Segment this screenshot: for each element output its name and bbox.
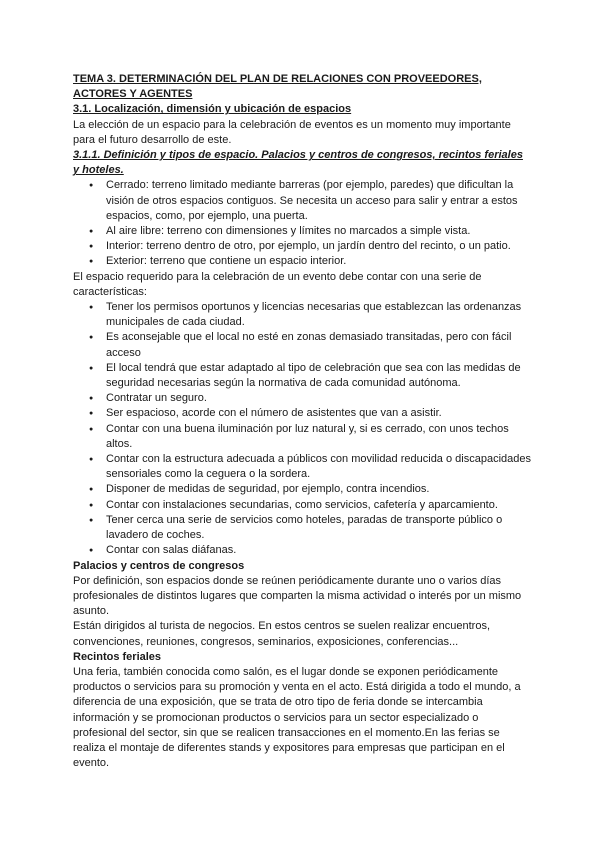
list-item: ● Contratar un seguro. — [73, 391, 531, 406]
recintos-heading: Recintos feriales — [73, 650, 162, 663]
recintos-paragraph: Una feria, también conocida como salón, es el lugar donde se exponen periódicamente productos o servicios para su promoción y venta en el acto. Está dirigida a todo el mundo, a diferencia de una exposición, que se trata de otro tipo de feria donde se intercambia información y se promocionan productos o servicios para un sector especializado o profesional del sector, sin que se realicen transacciones en el momento.En las ferias se realiza el montaje de diferentes stands y expositores para empresas que participan en el evento. — [73, 665, 521, 770]
section-heading-3-1-1: 3.1.1. Definición y tipos de espacio. Palacios y centros de congresos, recintos feriales y hoteles. — [73, 149, 523, 177]
list-item: ● Contar con la estructura adecuada a públicos con movilidad reducida o discapacidades sensoriales como la ceguera o la sordera. — [73, 452, 531, 482]
palacios-paragraph-1: Por definición, son espacios donde se reúnen periódicamente durante uno o varios días profesionales de distintos lugares que comparten la misma actividad o interés por un mismo asunto. — [73, 574, 522, 618]
list-item: ● Es aconsejable que el local no esté en zonas demasiado transitadas, pero con fácil acceso — [73, 330, 531, 360]
section-intro-paragraph: La elección de un espacio para la celebración de eventos es un momento muy importante para el futuro desarrollo de este. — [73, 118, 511, 146]
list-item: ● Cerrado: terreno limitado mediante barreras (por ejemplo, paredes) que dificultan la visión de otros espacios contiguos. Se necesita un acceso para salir y entrar a estos espacios, como, por ejemplo, una puerta. — [73, 178, 531, 224]
palacios-heading: Palacios y centros de congresos — [73, 559, 245, 572]
list-item: ● Tener cerca una serie de servicios como hoteles, paradas de transporte público o lavadero de coches. — [73, 513, 531, 543]
list-item: ● Contar con salas diáfanas. — [73, 543, 531, 558]
document-title: TEMA 3. DETERMINACIÓN DEL PLAN DE RELACIONES CON PROVEEDORES, ACTORES Y AGENTES — [73, 73, 482, 101]
list-item: ● Exterior: terreno que contiene un espacio interior. — [73, 254, 531, 269]
section-heading-3-1: 3.1. Localización, dimensión y ubicación de espacios — [73, 103, 352, 116]
requirements-list — [73, 300, 531, 558]
list-item: ● Contar con una buena iluminación por luz natural y, si es cerrado, con unos techos altos. — [73, 422, 531, 452]
palacios-paragraph-2: Están dirigidos al turista de negocios. En estos centros se suelen realizar encuentros, convenciones, reuniones, congresos, seminarios, exposiciones, conferencias... — [73, 620, 491, 648]
list-item: ● El local tendrá que estar adaptado al tipo de celebración que sea con las medidas de seguridad necesarias según la normativa de cada comunidad autónoma. — [73, 361, 531, 391]
list-item: ● Ser espacioso, acorde con el número de asistentes que van a asistir. — [73, 406, 531, 421]
requirements-intro-paragraph: El espacio requerido para la celebración de un evento debe contar con una serie de características: — [73, 270, 482, 298]
document-page — [73, 72, 531, 771]
list-item: ● Al aire libre: terreno con dimensiones y límites no marcados a simple vista. — [73, 224, 531, 239]
list-item: ● Contar con instalaciones secundarias, como servicios, cafetería y aparcamiento. — [73, 498, 531, 513]
list-item: ● Interior: terreno dentro de otro, por ejemplo, un jardín dentro del recinto, o un patio. — [73, 239, 531, 254]
space-types-list — [73, 178, 531, 269]
list-item: ● Tener los permisos oportunos y licencias necesarias que establezcan las ordenanzas municipales de cada ciudad. — [73, 300, 531, 330]
list-item: ● Disponer de medidas de seguridad, por ejemplo, contra incendios. — [73, 482, 531, 497]
